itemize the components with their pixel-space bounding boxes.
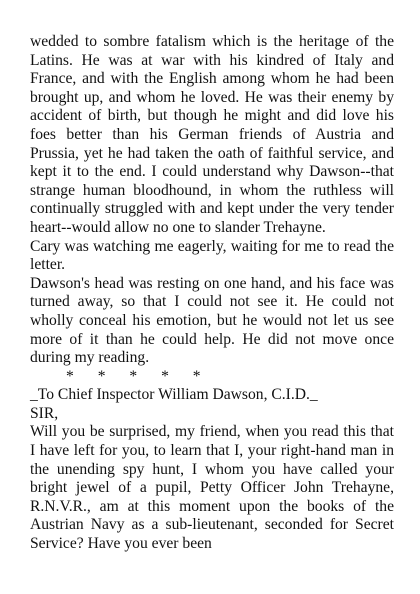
- letter-address: _To Chief Inspector William Dawson, C.I.D._: [30, 386, 318, 404]
- paragraph-cary-watching: Cary was watching me eagerly, waiting for me to read the letter.: [30, 237, 394, 274]
- section-break-asterisks: * * * * *: [66, 367, 201, 385]
- paragraph-trehayne-heritage: wedded to sombre fatalism which is the heritage of the Latins. He was at war with his kindred of Italy and France, and with the English among whom he had been brought up, and whom he loved. He was their enemy by accident of birth, but though he might and did love his foes better than his German friends of Austria and Prussia, yet he had taken the oath of faithful service, and kept it to the end. I could understand why Dawson--that strange human bloodhound, in whom the ruthless will continually struggled with and kept under the very tender heart--would allow no one to slander Trehayne.: [30, 33, 394, 236]
- paragraph-dawson-emotion: Dawson's head was resting on one hand, and his face was turned away, so that I could not see it. He could not wholly conceal his emotion, but he would not let us see more of it than he could help. He did not move once during my reading.: [30, 274, 394, 367]
- letter-body-paragraph: Will you be surprised, my friend, when you read this that I have left for you, to learn that I, your right-hand man in the unending spy hunt, I whom you have called your bright jewel of a pupil, Petty Officer John Trehayne, R.N.V.R., am at this moment upon the books of the Austrian Navy as a sub-lieutenant, seconded for Secret Service? Have you ever been: [30, 423, 394, 553]
- book-page: [30, 33, 394, 554]
- letter-salutation: SIR,: [30, 404, 59, 422]
